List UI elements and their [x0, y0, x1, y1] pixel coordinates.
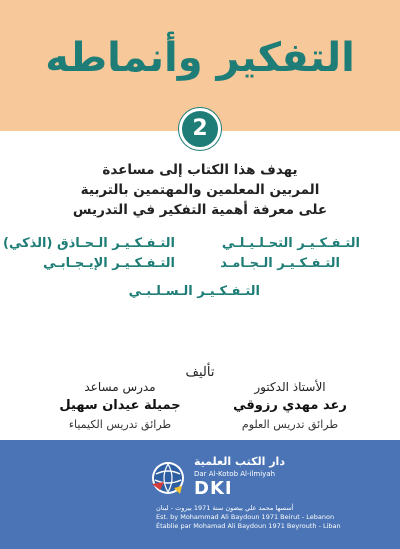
- author-name: رعد مهدي رزوقي: [233, 398, 347, 413]
- book-description: [20, 160, 380, 220]
- thinking-type-smart: التـفـكـيـر الـحـاذق (الذكي): [3, 236, 175, 251]
- volume-badge: [179, 108, 221, 150]
- publisher-name-en: Dar Al-Kotob Al-ilmiyah: [194, 470, 276, 478]
- thinking-type-rigid: التـفـكـيـر الـجـامـد: [220, 256, 340, 271]
- author-role: طرائق تدريس العلوم: [241, 418, 339, 431]
- thinking-type-positive: التـفـكـيـر الإيـجـابـي: [43, 256, 175, 271]
- author-secondary: [45, 378, 195, 434]
- publisher-est-ar: أسسها محمد علي بيضون سنة 1971 بيروت - لبنان: [156, 504, 294, 512]
- publisher-est-fr: Établie par Mohamad Ali Baydoun 1971 Beyrouth - Liban: [156, 522, 341, 530]
- globe-logo-icon: [150, 460, 186, 496]
- author-role: طرائق تدريس الكيمياء: [68, 418, 172, 431]
- publisher-name-ar: دار الكتب العلمية: [194, 455, 285, 468]
- description-line: على معرفة أهمية التفكير في التدريس: [72, 202, 328, 218]
- volume-number: 2: [192, 116, 208, 141]
- author-name: جميلة عيدان سهيل: [59, 398, 181, 413]
- publisher-est-en: Est. by Mohammad Ali Baydoun 1971 Beirut - Lebanon: [156, 513, 335, 521]
- book-title: التفكير وأنماطه: [45, 35, 355, 81]
- thinking-type-negative: التـفـكـيـر الـسـلـبـي: [128, 284, 260, 299]
- author-primary: [215, 378, 365, 434]
- publisher-logo: [150, 452, 341, 542]
- author-title: الأستاذ الدكتور: [254, 380, 326, 394]
- thinking-type-analytical: التـفـكـيـر التحـلـيـلـي: [221, 236, 360, 251]
- publisher-abbr: DKI: [194, 478, 233, 499]
- description-line: المربين المعلمين والمهتمين بالتربية: [80, 182, 320, 198]
- authorship-label: تأليف: [185, 365, 215, 380]
- description-line: يهدف هذا الكتاب إلى مساعدة: [102, 162, 298, 178]
- author-title: مدرس مساعد: [84, 380, 156, 394]
